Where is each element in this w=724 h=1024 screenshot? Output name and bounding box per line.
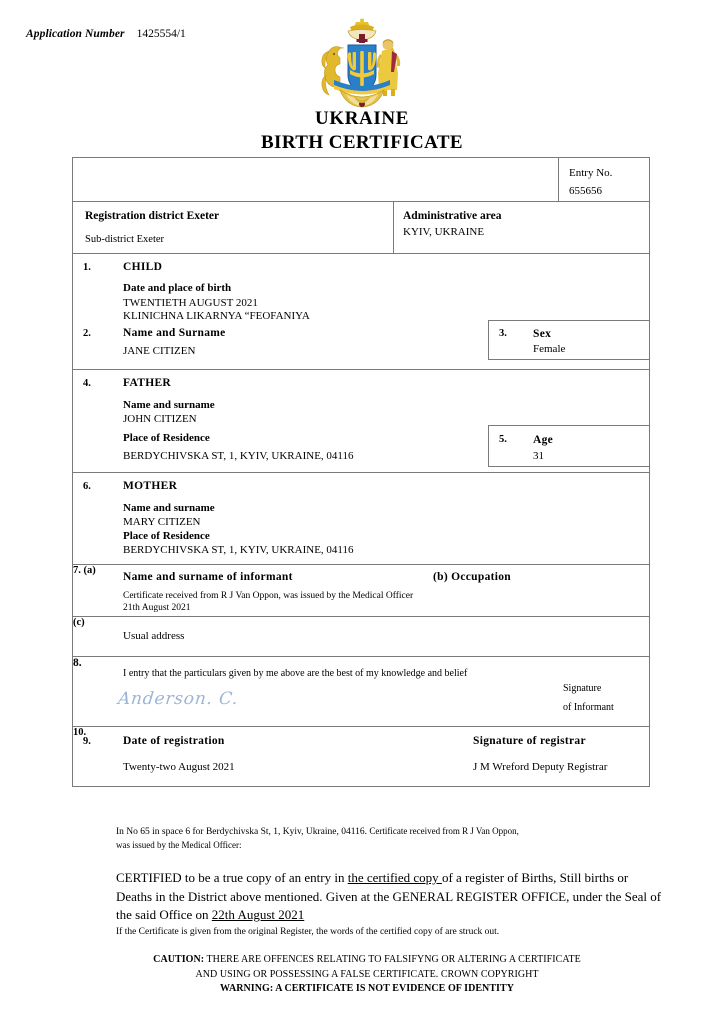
page-title	[0, 108, 724, 155]
entry-no-value: 655656	[569, 185, 602, 197]
certified-underlined-1: the certified copy	[347, 870, 442, 886]
application-number	[26, 28, 186, 40]
father-section-caption: FATHER	[123, 377, 172, 389]
date-place-of-birth-label: Date and place of birth	[123, 282, 232, 294]
declaration-section-number: 8.	[73, 657, 82, 669]
caution-keyword: CAUTION:	[153, 954, 205, 966]
title-document-type: BIRTH CERTIFICATE	[260, 132, 463, 154]
date-of-birth-value: TWENTIETH AUGUST 2021	[123, 297, 258, 309]
certified-part-1: CERTIFIED to be a true copy of an entry in	[116, 870, 348, 886]
informant-section-number: 7. (a)	[73, 565, 96, 576]
registration-district-label: Registration district Exeter	[85, 210, 220, 222]
caution-line-1-rest: THERE ARE OFFENCES RELATING TO FALSIFYNG OR ALTERING A CERTIFICATE	[204, 954, 581, 966]
registration-date-label: Date of registration	[123, 735, 225, 747]
table-row-child	[73, 254, 649, 370]
sex-box	[488, 320, 650, 360]
footer-note	[72, 825, 662, 853]
declaration-text: I entry that the particulars given by me above are the best of my knowledge and belief	[123, 668, 468, 679]
caution-line-3-warning: WARNING: A CERTIFICATE IS NOT EVIDENCE OF IDENTITY	[220, 983, 514, 995]
age-value: 31	[533, 450, 544, 462]
child-name-value: JANE CITIZEN	[123, 345, 196, 357]
mother-residence-label: Place of Residence	[123, 530, 210, 542]
mother-name-value: MARY CITIZEN	[123, 516, 201, 528]
signature-label-line-1: Signature	[563, 683, 602, 694]
informant-line-1: Certificate received from R J Van Oppon, was issued by the Medical Officer	[123, 591, 414, 601]
footer-note-line-1: In No 65 in space 6 for Berdychivska St, 1, Kyiv, Ukraine, 04116.	[116, 827, 367, 837]
mother-name-label: Name and surname	[123, 502, 215, 514]
application-number-label: Application Number	[26, 28, 125, 40]
table-row-informant	[73, 565, 649, 617]
table-row-usual-address	[73, 617, 649, 657]
place-of-birth-value: KLINICHNA LIKARNYA “FEOFANIYA	[123, 310, 310, 322]
certified-part-2: of a register of Births, Still births or Deaths in the District above mentioned. Given at the GENERAL REGISTER OFFICE, under the Seal of the said Office on	[116, 870, 662, 923]
footer-note-line-2: was issued by the Medical Officer:	[116, 840, 242, 851]
certificate-table	[72, 157, 650, 787]
caution-line-1	[72, 953, 662, 968]
certified-fineprint: If the Certificate is given from the original Register, the words of the certified copy of are struck out.	[116, 926, 500, 937]
child-section-caption: CHILD	[123, 261, 163, 273]
title-country: UKRAINE	[315, 108, 409, 129]
administrative-area-label: Administrative area	[403, 210, 502, 222]
informant-name-label: Name and surname of informant	[123, 571, 293, 583]
certified-underlined-date: 22th August 2021	[211, 907, 305, 923]
child-section-number: 1.	[83, 262, 91, 273]
father-name-label: Name and surname	[123, 399, 215, 411]
informant-occupation-label: (b) Occupation	[433, 571, 511, 583]
child-name-label: Name and Surname	[123, 327, 226, 339]
table-row-entry-no	[73, 158, 649, 202]
entry-no-label: Entry No.	[569, 167, 613, 179]
father-name-value: JOHN CITIZEN	[123, 413, 197, 425]
caution-line-2: AND USING OR POSSESSING A FALSE CERTIFICATE. CROWN COPYRIGHT	[195, 968, 539, 980]
signature-label-line-2: of Informant	[563, 702, 614, 713]
child-name-section-number: 2.	[83, 328, 91, 339]
registration-date-value: Twenty-two August 2021	[123, 761, 235, 773]
certificate-footer	[72, 825, 662, 997]
application-number-value: 1425554/1	[136, 28, 186, 40]
father-section-number: 4.	[83, 378, 91, 389]
father-residence-label: Place of Residence	[123, 432, 210, 444]
usual-address-number: (c)	[73, 617, 85, 628]
mother-residence-value: BERDYCHIVSKA ST, 1, KYIV, UKRAINE, 04116	[123, 544, 354, 556]
table-row-mother	[73, 473, 649, 565]
sex-section-number: 3.	[499, 328, 507, 339]
sex-value: Female	[533, 343, 566, 355]
certified-statement	[72, 869, 662, 939]
ukraine-coat-of-arms-icon	[312, 18, 412, 110]
age-label: Age	[533, 434, 554, 446]
registrar-signature-number: 10.	[73, 727, 87, 738]
father-residence-value: BERDYCHIVSKA ST, 1, KYIV, UKRAINE, 04116	[123, 450, 354, 462]
table-row-registration-district	[73, 202, 649, 254]
sub-district-label: Sub-district Exeter	[85, 234, 165, 245]
age-section-number: 5.	[499, 434, 507, 445]
age-box	[488, 425, 650, 467]
footer-note-line-1-tail: Certificate received from R J Van Oppon,	[369, 826, 519, 836]
mother-section-number: 6.	[83, 481, 91, 492]
registrar-signature-value: J M Wreford Deputy Registrar	[473, 761, 608, 773]
informant-line-2: 21th August 2021	[123, 603, 191, 613]
mother-section-caption: MOTHER	[123, 480, 178, 492]
registrar-signature-label: Signature of registrar	[473, 735, 586, 747]
informant-signature: Anderson. C.	[116, 689, 240, 709]
sex-label: Sex	[533, 328, 552, 340]
table-row-registration-date	[73, 727, 649, 787]
registration-date-number: 9.	[83, 736, 91, 747]
table-row-father	[73, 370, 649, 473]
administrative-area-value: KYIV, UKRAINE	[403, 226, 485, 238]
table-row-declaration	[73, 657, 649, 727]
caution-block	[72, 953, 662, 997]
usual-address-label: Usual address	[123, 630, 185, 642]
